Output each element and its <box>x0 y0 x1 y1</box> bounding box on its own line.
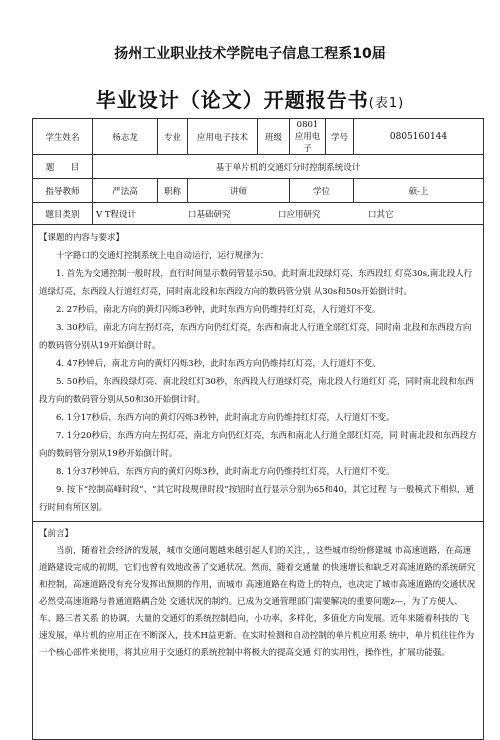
requirements-paragraph: 2. 27秒后，南北方向的黄灯闪烁3秒钟，此时东西方向仍维持红灯亮，人行道灯不变。 <box>56 305 381 315</box>
requirements-paragraph: 6. 1分17秒后，东西方向的黄灯闪烁3秒钟，此时南北方向仍维持红灯亮，人行道灯不变。 <box>56 413 395 423</box>
requirements-heading: 【课题的内容与要求】 <box>39 233 125 243</box>
student-id-value: 0805160144 <box>354 119 484 155</box>
advisor-value: 严法高 <box>93 179 158 203</box>
preface-section <box>33 522 484 740</box>
preface-row <box>33 522 484 740</box>
requirements-section <box>33 225 484 522</box>
preface-heading: 【前言】 <box>39 529 74 539</box>
requirements-paragraph: 7. 1分20秒后，东西方向左拐灯亮，南北方向仍红灯亮，东西和南北人行道全部红灯亮，同 时南北段和东西段方向的数码管分别从19秒开始倒计时。 <box>39 431 477 459</box>
requirements-paragraph: 4. 47秒钟后，南北方向的黄灯闪烁3秒，此时东西方向仍维持红灯亮，人行道灯不变。 <box>56 359 381 369</box>
preface-paragraph: 当前，随着社会经济的发展，城市交通问题越来越引起人们的关注，，这些城市纷纷修建城 市高速道路，在高速道路建设完成的初期，它们也曾有效地改善了交通状况。然而，随着交通量 的快速增长和缺乏对高速道路的系统研究和控制，高速道路没有充分发挥出预期的作用，而城市 高速道路在构造上的特点，也决定了城市高速道路的交通状况必然受高速道路与普通道路耦合处 交通状况的制约。已成为交通管理部门需要解决的重要问题z—，为了方便人、车、路三者关系 的协调，大量的交通灯的系统控制趋向，小功率，多样化，多值化方向发展。近年来随着科技的 飞速发展，单片机的应用正在不断深入，技术H益更新。在实时检测和自动控制的单片机应用系 统中，单片机往往作为一个核心部件来使用，将其应用于交通灯的系统控制中将极大的提高交通 灯的实用性，操作性，扩展功能强。 <box>39 546 476 658</box>
topic-row <box>33 155 484 179</box>
category-options <box>93 203 484 225</box>
degree-value: 硕-上 <box>354 179 484 203</box>
category-option-course-design[interactable]: V T程设计 <box>96 209 137 220</box>
requirements-paragraph: 9. 按下“控制高峰时段”、“其它时段规律时段”按钮时直行显示分别为65和40，其它过程 与一般模式下相似，通行时间有所区别。 <box>39 485 475 513</box>
requirements-paragraph: 8. 1分37秒钟后，东西方向的黄灯闪烁3秒，此时南北方向仍维持红灯亮，人行道灯不变。 <box>56 467 395 477</box>
topic-label: 题 目 <box>33 155 93 179</box>
category-label: 题目类别 <box>33 203 93 225</box>
report-title-text: 毕业设计（论文）开题报告书 <box>95 88 369 112</box>
advisor-label: 指导教师 <box>33 179 93 203</box>
class-value: 0801应用电子 <box>290 119 326 155</box>
institution-heading: 扬州工业职业技术学院电子信息工程系10届 <box>114 46 386 62</box>
category-row <box>33 203 484 225</box>
proposal-table <box>32 118 484 740</box>
topic-value: 基于单片机的交通灯分时控制系统设计 <box>93 155 484 179</box>
degree-label: 学位 <box>290 179 354 203</box>
requirements-row <box>33 225 484 522</box>
student-name-label: 学生姓名 <box>33 119 93 155</box>
category-option-applied-research[interactable]: 口应用研究 <box>278 209 321 220</box>
category-option-basic-research[interactable]: 口基础研究 <box>188 209 231 220</box>
advisor-row <box>33 179 484 203</box>
student-name-value: 杨志龙 <box>93 119 158 155</box>
rank-label: 职称 <box>158 179 188 203</box>
requirements-paragraph: 十字路口的交通灯控制系统上电自动运行，运行规律为： <box>56 251 269 261</box>
class-label: 班级 <box>258 119 290 155</box>
form-number: (表1) <box>368 96 405 111</box>
student-id-label: 学号 <box>326 119 354 155</box>
requirements-paragraph: 1. 首先为交通控制一般时段，直行时间显示数码管显示50。此时南北段绿灯亮、东西段红 灯亮30s,南北段人行道绿灯亮，东西段人行道红灯亮，同时南北段和东西段方向的数码管分别 从30s和50s开始倒计时。 <box>39 269 473 297</box>
rank-value: 讲师 <box>188 179 290 203</box>
requirements-paragraph: 5. 50秒后，东西段绿灯亮、南北段红灯30秒，东西段人行道绿灯亮，南北段人行道红灯 亮，同时南北段和东西段方向的数码管分别从50和30开始倒计时。 <box>39 377 474 405</box>
report-title <box>0 84 500 113</box>
student-info-row <box>33 119 484 155</box>
requirements-paragraph: 3. 30秒后，南北方向左拐灯亮，东西方向仍红灯亮，东西和南北人行道全部红灯亮，同时南 北段和东西段方向的数码管分别从19开始倒计时。 <box>39 323 472 351</box>
category-option-other[interactable]: 口其它 <box>368 209 394 220</box>
major-value: 应用电子技术 <box>188 119 258 155</box>
major-label: 专业 <box>158 119 188 155</box>
